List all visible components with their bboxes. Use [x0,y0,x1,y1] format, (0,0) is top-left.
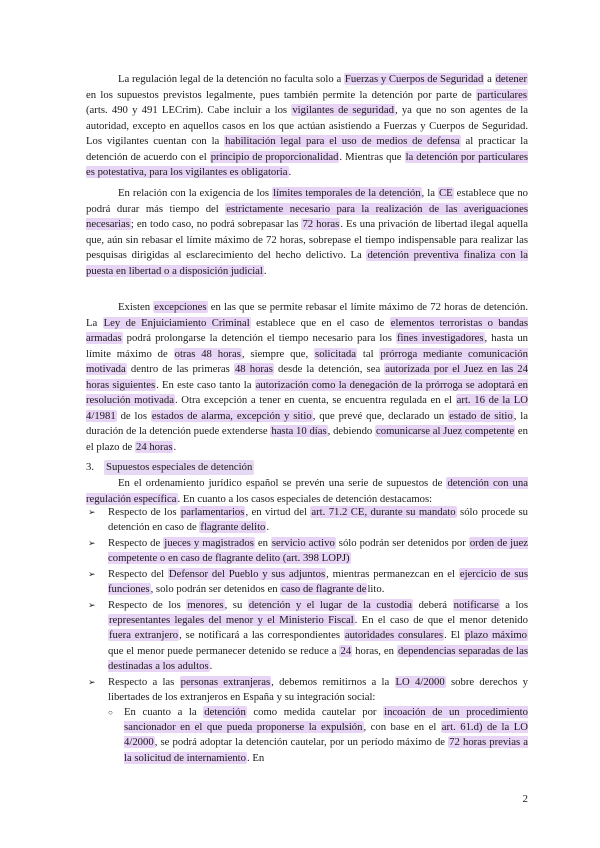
highlighted-text: art. 61.d) de la LO 4/2000 [124,721,528,749]
highlighted-text: estrictamente necesario para la realización de las averiguaciones necesarias [86,202,528,230]
highlighted-text: notificarse [453,599,499,611]
text-run: . En [246,751,265,764]
highlighted-text: estado de sitio [449,409,513,422]
paragraph-time-limits [86,186,528,279]
highlighted-text: 72 horas previas a la solicitud de internamiento [124,736,528,764]
text-run: (arts. 490 y 491 LECrim). Cabe incluir a los [86,104,292,116]
text-run: horas, en [352,644,397,657]
highlighted-text: dependencias separadas de las destinadas a los adultos [108,644,528,672]
highlighted-text: excepciones [154,301,207,313]
sub-list-item [86,705,528,766]
highlighted-text: Defensor del Pueblo y sus adjuntos [168,568,326,580]
text-run: En cuanto a la [124,706,204,719]
text-run: . [173,440,177,453]
text-run: establece que no podrá durar más tiempo del [86,187,529,215]
text-run: , que prevé que, declarado un [312,409,449,422]
text-run: sólo podrán ser detenidos por [335,537,469,549]
text-run: . El [444,629,464,642]
highlighted-text: autoridades consulares [344,629,444,642]
text-run: Respecto de los [108,599,187,611]
text-run: a los [499,599,528,611]
highlighted-text: art. 16 de la LO 4/1981 [86,394,528,422]
text-run: . En cuanto a los casos especiales de detención destacamos: [177,492,433,505]
circle-bullet-icon: ○ [108,708,113,718]
list-item [86,505,528,535]
text-run: tal [357,347,380,360]
section-number: 3. [86,461,95,473]
highlighted-text: servicio activo [271,537,335,549]
highlighted-text: art. 71.2 CE, durante su mandato [311,506,456,518]
highlighted-text: elementos terroristas o bandas armadas [86,316,528,344]
paragraph-private-detention [86,72,528,181]
arrow-bullet-icon: ➢ [88,676,96,687]
text-run: de los [116,409,151,422]
highlighted-text: detención [204,706,246,719]
text-run: . Otra excepción a tener en cuenta, se encuentra regulada en el [174,394,456,406]
highlighted-text: detención y el lugar de la custodia [248,599,413,611]
page-number: 2 [522,793,528,805]
text-run: , debemos remitirnos a la [271,675,395,688]
text-run: . [288,166,292,178]
highlighted-text: incoación de un procedimiento sancionador en el que pueda proponerse la expulsión [124,706,528,734]
text-run: , debiendo [327,425,375,437]
text-run: podrá prolongarse la detención el tiempo necesario para los [122,332,396,344]
text-run: a [484,73,495,85]
highlighted-text: vigilantes de seguridad [292,104,394,116]
highlighted-text: 24 horas [135,440,173,453]
list-item [86,567,528,597]
text-run: , se podrá adoptar la detención cautelar, por un período máximo de [154,736,449,749]
highlighted-text: la detención por particulares es potestativa, para los vigilantes es obligatoria [86,150,528,178]
text-run: Existen [118,301,154,313]
arrow-bullet-icon: ➢ [88,569,96,579]
text-run: , hasta un límite máximo de [86,332,529,360]
highlighted-text: habilitación legal para el uso de medios de defensa [225,135,460,147]
text-run: En el ordenamiento jurídico español se prevén una serie de supuestos de [118,477,447,489]
text-run: , la [421,187,438,199]
highlighted-text: LO 4/2000 [395,675,445,688]
highlighted-text: particulares [477,88,527,101]
text-run: , con base en el [363,721,441,734]
text-run: sobre derechos y libertades de los extranjeros en España y su integración social: [108,675,528,703]
list-item [86,598,528,674]
text-run: Respecto a las [108,675,180,688]
text-run: establece que en el caso de [250,316,390,329]
text-run: en los supuestos previstos legalmente, pues también permite la detención por parte de [86,88,477,101]
highlighted-text: CE [438,187,453,199]
text-run: , en virtud del [245,506,311,518]
text-run: En relación con la exigencia de los [118,187,273,199]
text-run: , ya que no son agentes de la autoridad, excepto en aquellos casos en los que actúan asistiendo a Fuerzas y Cuerpos de Seguridad. Los vigilantes cuentan con la [86,104,528,147]
text-run: . Es una privación de libertad ilegal aquella que, aún sin rebasar el límite máximo de 72 horas, sobrepase el tiempo indispensable para realizar las pesquisas dirigidas al esclarecimiento del hecho delictivo. La [86,218,528,261]
highlighted-text: solicitada [315,347,357,360]
highlighted-text: otras 48 horas [174,347,241,360]
section-heading [86,460,254,475]
highlighted-text: 48 horas [234,363,273,375]
text-run: , la duración de la detención puede extenderse [86,409,529,437]
highlighted-text: estados de alarma, excepción y sitio [151,409,312,422]
text-run: , se notificará a las correspondientes [179,629,344,642]
text-run: en [254,537,271,549]
sub-list [86,705,528,766]
text-run: La regulación legal de la detención no faculta solo a [118,73,344,85]
highlighted-text: 24 [340,644,352,657]
text-run: en el plazo de [86,425,528,453]
highlighted-text: parlamentarios [180,506,245,518]
text-run: . [209,659,213,672]
highlighted-text: ejercicio de sus funciones [108,568,529,596]
highlighted-text: fuera extranjero [109,629,179,642]
highlighted-text: Ley de Enjuiciamiento Criminal [103,316,250,329]
highlighted-text: personas extranjeras [180,675,271,688]
highlighted-text: detención con una regulación específica [86,477,528,505]
text-run: . En el caso de que el menor detenido [354,614,528,627]
highlighted-text: autorización como la denegación de la prórroga se adoptará en resolución motivada [86,378,528,406]
highlighted-text: plazo máximo [464,629,527,642]
text-run: en las que se permite rebasar el límite máximo de 72 horas de detención. La [86,301,528,329]
text-run: al practicar la detención de acuerdo con el [86,135,528,163]
highlighted-text: detener [495,73,528,85]
highlighted-text: prórroga mediante comunicación motivada [86,347,528,375]
highlighted-text: jueces y magistrados [164,537,254,549]
highlighted-text: comunicarse al Juez competente [375,425,515,437]
text-run: , siempre que, [241,347,315,360]
highlighted-text: representantes legales del menor y el Ministerio Fiscal [109,614,354,627]
text-run: , solo podrán ser detenidos en [150,583,281,596]
text-run: ; en todo caso, no podrá sobrepasar las [130,218,302,230]
list-item [86,675,528,766]
highlighted-text: fines investigadores [396,332,484,344]
text-run: Respecto de [108,537,164,549]
arrow-bullet-icon: ➢ [88,600,96,610]
highlighted-text: límites temporales de la detención [273,187,421,199]
section-intro [86,476,528,507]
highlighted-text: 72 horas [302,218,340,230]
highlighted-text: menores [187,599,224,611]
text-run: sólo procede su detención en caso de [108,506,528,534]
highlighted-text: hasta 10 días [271,425,327,437]
highlighted-text: flagrante delito [200,521,266,534]
text-run: que el menor puede permanecer detenido se reduce a [108,644,340,657]
special-cases-list [86,505,528,766]
highlighted-text: detención preventiva finaliza con la puesta en libertad o a disposición judicial [86,249,528,277]
paragraph-exceptions [86,300,528,455]
arrow-bullet-icon: ➢ [88,538,96,548]
text-run: deberá [413,599,453,611]
section-title: Supuestos especiales de detención [106,461,253,473]
text-run: Respecto de los [108,506,180,518]
text-run: lito. [367,583,385,596]
highlighted-text: autorizada por el Juez en las 24 horas siguientes [86,363,528,391]
text-run: . [266,521,270,534]
text-run: desde la detención, sea [273,363,385,375]
arrow-bullet-icon: ➢ [88,507,96,517]
highlighted-text: orden de juez competente o en caso de flagrante delito (art. 398 LOPJ) [108,537,528,565]
text-run: dentro de las primeras [126,363,234,375]
text-run: . [263,264,267,277]
highlighted-text: caso de flagrante de [281,583,367,596]
text-run: , mientras permanezcan en el [326,568,459,580]
list-item [86,536,528,566]
text-run: Respecto del [108,568,168,580]
text-run: , su [224,599,248,611]
text-run: como medida cautelar por [246,706,384,719]
highlighted-text: Fuerzas y Cuerpos de Seguridad [344,73,484,85]
highlighted-text: principio de proporcionalidad [210,150,339,163]
text-run: . Mientras que [339,150,405,163]
text-run: . En este caso tanto la [156,378,255,391]
